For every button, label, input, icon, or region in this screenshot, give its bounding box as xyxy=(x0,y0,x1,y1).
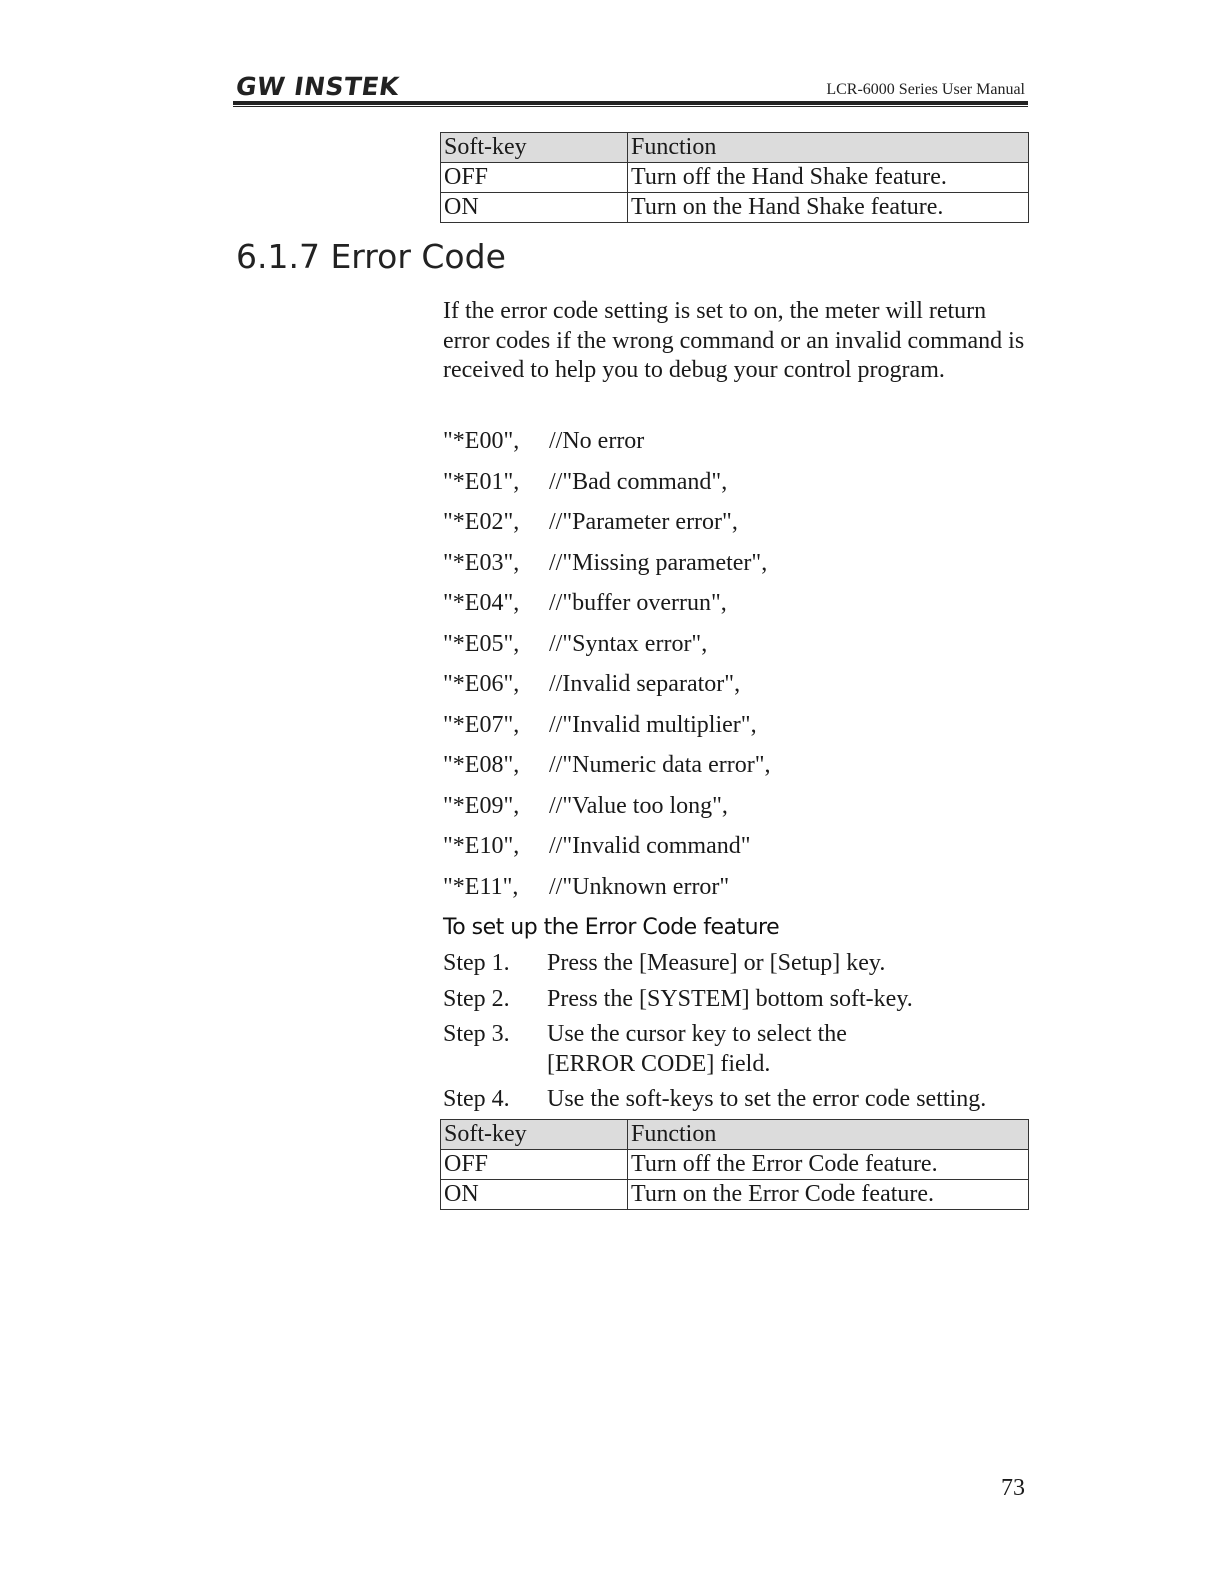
list-item xyxy=(443,462,771,503)
error-code: "*E09", xyxy=(443,792,520,819)
procedure-step xyxy=(443,985,1033,1015)
error-code: "*E10", xyxy=(443,833,520,859)
error-code-softkey-table xyxy=(440,1119,1029,1210)
table-row xyxy=(441,1180,1029,1210)
handshake-softkey-table xyxy=(440,132,1029,223)
procedure-steps xyxy=(443,949,1033,1121)
softkey-cell: OFF xyxy=(441,1150,628,1180)
softkey-cell: ON xyxy=(441,193,628,223)
error-description: //"buffer overrun", xyxy=(549,590,727,616)
error-description: //"Parameter error", xyxy=(549,509,738,535)
brand-logo: GW INSTEK xyxy=(234,72,402,101)
step-label: Step 4. xyxy=(443,1086,510,1112)
error-code: "*E03", xyxy=(443,549,520,576)
error-code-list xyxy=(443,421,771,907)
procedure-step xyxy=(443,1085,1033,1115)
error-description: //"Unknown error" xyxy=(549,873,730,900)
list-item xyxy=(443,826,771,867)
list-item xyxy=(443,421,771,462)
table-header-row xyxy=(441,133,1029,163)
table-row xyxy=(441,1150,1029,1180)
step-text: Press the [Measure] or [Setup] key. xyxy=(547,950,886,976)
softkey-cell: OFF xyxy=(441,163,628,193)
error-description: //"Value too long", xyxy=(549,792,728,819)
table-row xyxy=(441,163,1029,193)
header-rule-thin xyxy=(233,106,1028,107)
error-description: //Invalid separator", xyxy=(549,671,741,697)
list-item xyxy=(443,705,771,746)
error-code: "*E04", xyxy=(443,590,520,616)
procedure-step xyxy=(443,949,1033,979)
function-cell: Turn on the Error Code feature. xyxy=(628,1180,1029,1210)
error-code: "*E07", xyxy=(443,711,520,738)
error-code: "*E02", xyxy=(443,509,520,535)
error-code: "*E00", xyxy=(443,428,520,454)
function-cell: Turn off the Error Code feature. xyxy=(628,1150,1029,1180)
error-code: "*E08", xyxy=(443,752,520,778)
procedure-title: To set up the Error Code feature xyxy=(443,915,780,940)
step-text: Use the cursor key to select the [ERROR CODE] field. xyxy=(547,1021,847,1077)
step-text: Press the [SYSTEM] bottom soft-key. xyxy=(547,985,913,1012)
softkey-cell: ON xyxy=(441,1180,628,1210)
error-code: "*E11", xyxy=(443,873,519,900)
error-description: //"Invalid command" xyxy=(549,833,751,859)
function-cell: Turn on the Hand Shake feature. xyxy=(628,193,1029,223)
header-rule xyxy=(233,101,1028,105)
function-cell: Turn off the Hand Shake feature. xyxy=(628,163,1029,193)
error-code: "*E01", xyxy=(443,468,520,495)
intro-paragraph: If the error code setting is set to on, the meter will return error codes if the wrong command or an invalid command is received to help you to debug your control program. xyxy=(443,298,1025,383)
list-item xyxy=(443,583,771,624)
list-item xyxy=(443,502,771,543)
error-code: "*E06", xyxy=(443,671,520,697)
page-number: 73 xyxy=(1001,1475,1025,1501)
error-description: //"Bad command", xyxy=(549,468,728,495)
step-label: Step 3. xyxy=(443,1021,510,1047)
error-description: //"Missing parameter", xyxy=(549,549,768,576)
table-header-cell: Soft-key xyxy=(441,1120,628,1150)
error-description: //"Numeric data error", xyxy=(549,752,771,778)
error-description: //"Invalid multiplier", xyxy=(549,711,757,738)
table-header-row xyxy=(441,1120,1029,1150)
list-item xyxy=(443,867,771,908)
table-header-cell: Function xyxy=(628,133,1029,163)
list-item xyxy=(443,624,771,665)
procedure-step xyxy=(443,1020,1033,1079)
list-item xyxy=(443,745,771,786)
section-title: 6.1.7 Error Code xyxy=(236,237,506,276)
error-code: "*E05", xyxy=(443,630,520,657)
step-label: Step 2. xyxy=(443,985,510,1012)
list-item xyxy=(443,543,771,584)
list-item xyxy=(443,786,771,827)
error-description: //No error xyxy=(549,428,645,454)
step-text: Use the soft-keys to set the error code setting. xyxy=(547,1086,987,1112)
table-row xyxy=(441,193,1029,223)
table-header-cell: Soft-key xyxy=(441,133,628,163)
list-item xyxy=(443,664,771,705)
error-description: //"Syntax error", xyxy=(549,630,708,657)
step-label: Step 1. xyxy=(443,950,510,976)
table-header-cell: Function xyxy=(628,1120,1029,1150)
manual-title: LCR-6000 Series User Manual xyxy=(826,81,1025,98)
